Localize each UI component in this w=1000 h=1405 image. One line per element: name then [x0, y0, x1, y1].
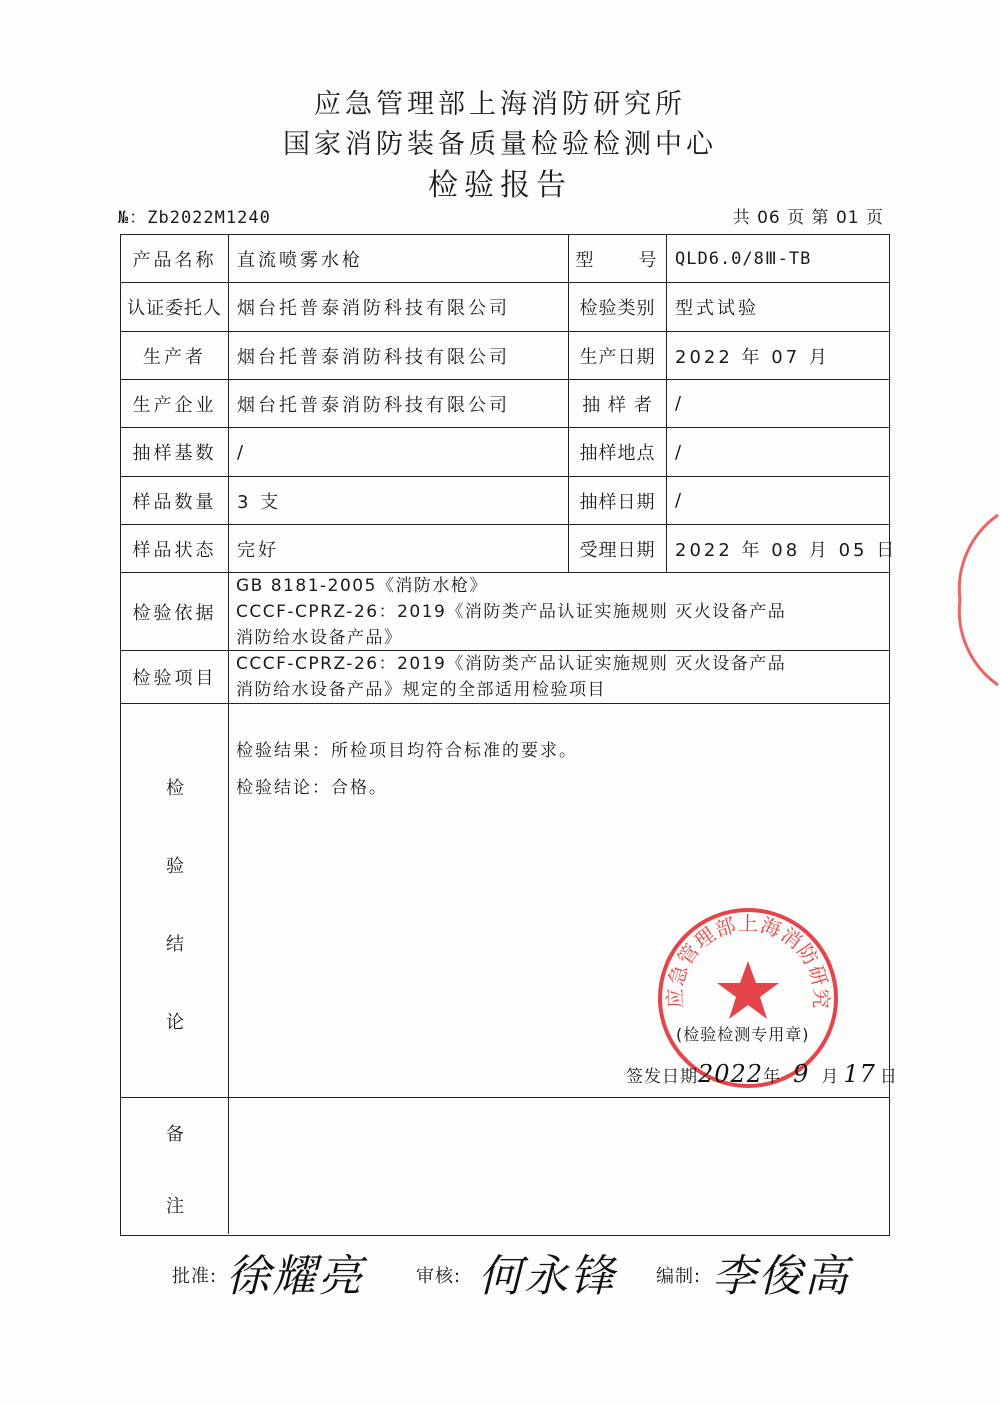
issue-day-unit: 日 — [879, 1067, 898, 1087]
remarks-label-char: 备 — [166, 1124, 184, 1145]
producer-label: 生产者 — [143, 346, 206, 368]
remarks-label-char: 注 — [166, 1196, 184, 1217]
seal-text: 应急管理部上海消防研究 — [662, 911, 834, 1010]
product-name-label: 产品名称 — [132, 249, 217, 271]
sample-quantity-label: 样品数量 — [132, 491, 217, 513]
acceptance-date-value: 2022 年 08 月 05 日 — [675, 539, 898, 561]
sampling-place-value: / — [675, 441, 685, 463]
client-label: 认证委托人 — [127, 298, 222, 319]
product-name-value: 直流喷雾水枪 — [237, 249, 363, 271]
conclusion-label-char: 检 — [166, 778, 184, 799]
issue-year-unit: 年 — [763, 1067, 782, 1087]
manufacturer-value: 烟台托普泰消防科技有限公司 — [237, 394, 510, 416]
sampling-place-label: 抽样地点 — [579, 443, 656, 464]
issue-date-label: 签发日期 — [626, 1067, 698, 1087]
margin-seal-fragment — [950, 500, 1000, 700]
issue-month: 9 — [793, 1060, 810, 1088]
basis-line: CCCF-CPRZ-26：2019《消防类产品认证实施规则 灭火设备产品 — [236, 602, 787, 622]
items-line: 消防给水设备产品》规定的全部适用检验项目 — [236, 680, 606, 700]
conclusion-label-char: 论 — [166, 1012, 184, 1033]
approve-signature: 徐耀亮 — [226, 1251, 364, 1302]
issue-month-unit: 月 — [821, 1067, 840, 1087]
approve-label: 批准: — [172, 1266, 218, 1287]
sampling-base-label: 抽样基数 — [132, 443, 217, 464]
production-date-label: 生产日期 — [579, 346, 656, 368]
row-divider — [120, 1097, 889, 1098]
compile-signature: 李俊高 — [712, 1251, 850, 1302]
items-text — [236, 651, 786, 703]
items-label: 检验项目 — [132, 668, 217, 689]
sampler-value: / — [675, 393, 685, 414]
model-value: QLD6.0/8Ⅲ-TB — [675, 248, 812, 269]
sampler-label: 抽 样 者 — [582, 394, 653, 416]
basis-label: 检验依据 — [132, 602, 217, 624]
sample-quantity-value: 3 支 — [237, 491, 282, 513]
issue-date — [626, 1060, 898, 1088]
row-divider — [120, 703, 889, 704]
acceptance-date-label: 受理日期 — [579, 539, 656, 561]
conclusion-label-char: 验 — [166, 856, 184, 877]
sample-status-value: 完好 — [237, 539, 279, 561]
basis-line: 消防给水设备产品》 — [236, 628, 403, 648]
center-title: 国家消防装备质量检验检测中心 — [283, 129, 717, 160]
producer-value: 烟台托普泰消防科技有限公司 — [237, 346, 510, 368]
issue-year: 2022 — [698, 1060, 764, 1088]
issue-day: 17 — [843, 1060, 876, 1088]
page-count: 共 06 页 第 01 页 — [732, 208, 884, 228]
review-signature: 何永锋 — [478, 1251, 616, 1302]
seal-caption: (检验检测专用章) — [676, 1025, 810, 1044]
basis-text — [236, 573, 786, 651]
test-type-value: 型式试验 — [675, 298, 759, 319]
report-title: 检验报告 — [428, 168, 572, 203]
test-result: 检验结果：所检项目均符合标准的要求。 — [236, 741, 578, 761]
basis-line: GB 8181-2005《消防水枪》 — [236, 576, 488, 596]
items-line: CCCF-CPRZ-26：2019《消防类产品认证实施规则 灭火设备产品 — [236, 654, 787, 674]
production-date-value: 2022 年 07 月 — [675, 346, 830, 368]
compile-label: 编制: — [656, 1266, 702, 1287]
manufacturer-label: 生产企业 — [132, 394, 217, 416]
sample-status-label: 样品状态 — [132, 539, 217, 561]
model-label: 型 号 — [575, 249, 660, 271]
conclusion-label-char: 结 — [166, 934, 184, 955]
sampling-date-label: 抽样日期 — [579, 491, 656, 513]
test-type-label: 检验类别 — [579, 298, 656, 319]
report-number: №：Zb2022M1240 — [118, 208, 271, 228]
sampling-base-value: / — [237, 441, 247, 463]
sampling-date-value: / — [675, 490, 685, 511]
partial-seal-icon — [950, 500, 1000, 700]
client-value: 烟台托普泰消防科技有限公司 — [237, 298, 510, 319]
test-verdict: 检验结论：合格。 — [236, 778, 388, 798]
institute-title: 应急管理部上海消防研究所 — [314, 89, 686, 120]
review-label: 审核: — [416, 1266, 462, 1287]
